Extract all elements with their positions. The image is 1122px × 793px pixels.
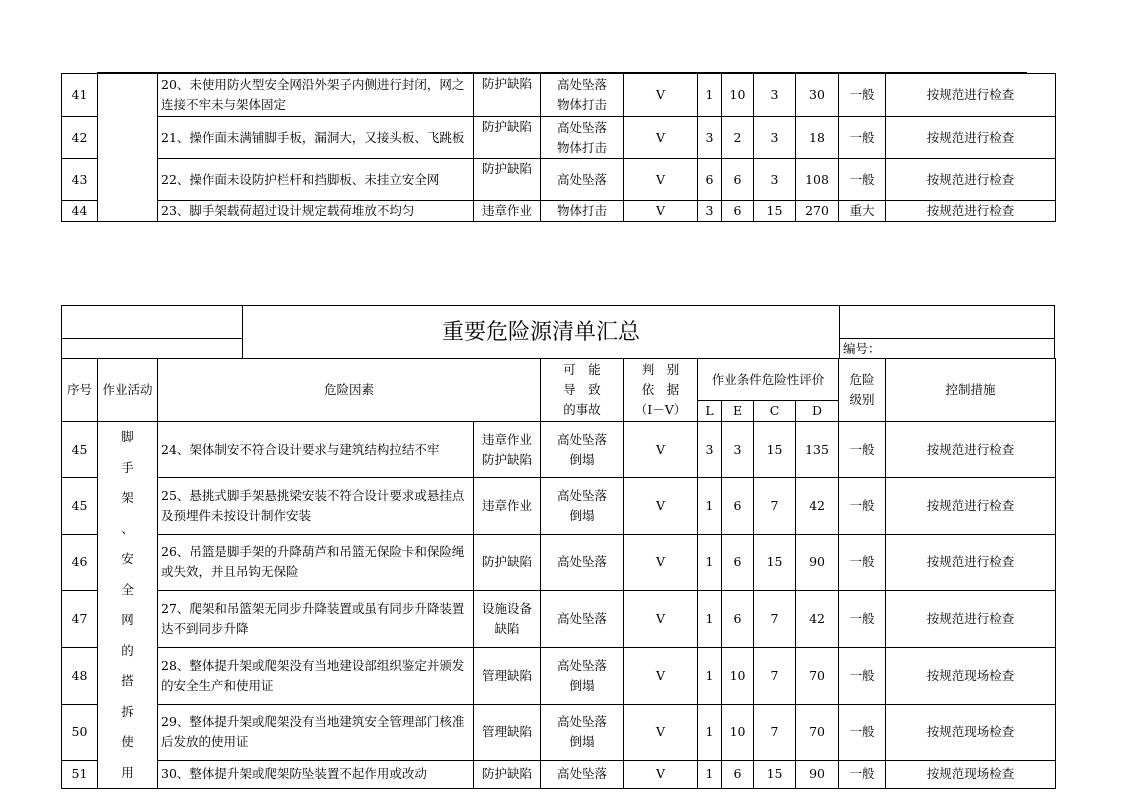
header-L: L	[698, 401, 722, 422]
basis: V	[624, 201, 698, 222]
value-C: 7	[754, 590, 796, 648]
header-basis: 判 别 依 据 （I－V）	[624, 359, 698, 422]
value-E: 6	[722, 159, 754, 201]
value-E: 6	[722, 590, 754, 648]
risk-level: 一般	[839, 74, 886, 117]
hazard-factor: 27、爬架和吊篮架无同步升降装置或虽有同步升降装置达不到同步升降	[158, 590, 474, 648]
possible-accident: 物体打击	[541, 201, 624, 222]
value-E: 10	[722, 648, 754, 704]
table-row	[62, 159, 1056, 201]
risk-level: 一般	[839, 534, 886, 590]
activity-cell	[98, 74, 158, 222]
header-blank-cell	[839, 306, 1055, 339]
table-row	[62, 534, 1056, 590]
value-D: 90	[796, 760, 839, 788]
row-number: 43	[62, 159, 98, 201]
value-L: 3	[698, 422, 722, 478]
value-C: 15	[754, 534, 796, 590]
value-C: 3	[754, 117, 796, 159]
value-D: 135	[796, 422, 839, 478]
table-row	[62, 422, 1056, 478]
possible-accident: 高处坠落 物体打击	[541, 74, 624, 117]
possible-accident: 高处坠落	[541, 534, 624, 590]
header-factor: 危险因素	[158, 359, 541, 422]
control-measure: 按规范进行检查	[886, 74, 1056, 117]
control-measure: 按规范现场检查	[886, 704, 1056, 760]
value-D: 70	[796, 704, 839, 760]
possible-accident: 高处坠落 倒塌	[541, 422, 624, 478]
table-row	[62, 590, 1056, 648]
hazard-factor: 26、吊篮是脚手架的升降葫芦和吊篮无保险卡和保险绳或失效，并且吊钩无保险	[158, 534, 474, 590]
value-L: 6	[698, 159, 722, 201]
table-row	[62, 478, 1056, 534]
row-number: 45	[62, 478, 98, 534]
control-measure: 按规范进行检查	[886, 590, 1056, 648]
value-E: 6	[722, 201, 754, 222]
hazard-cause: 防护缺陷	[474, 534, 541, 590]
basis: V	[624, 422, 698, 478]
row-number: 41	[62, 74, 98, 117]
value-L: 1	[698, 704, 722, 760]
basis: V	[624, 74, 698, 117]
value-L: 1	[698, 648, 722, 704]
possible-accident: 高处坠落	[541, 760, 624, 788]
header-D: D	[796, 401, 839, 422]
value-C: 7	[754, 704, 796, 760]
possible-accident: 高处坠落 倒塌	[541, 478, 624, 534]
hazard-factor: 23、脚手架载荷超过设计规定载荷堆放不均匀	[158, 201, 474, 222]
table-row	[62, 201, 1056, 222]
hazard-factor: 25、悬挑式脚手架悬挑梁安装不符合设计要求或悬挂点及预埋件未按设计制作安装	[158, 478, 474, 534]
possible-accident: 高处坠落 倒塌	[541, 648, 624, 704]
table-row	[62, 74, 1056, 117]
value-E: 6	[722, 534, 754, 590]
header-E: E	[722, 401, 754, 422]
header-no: 序号	[62, 359, 98, 422]
control-measure: 按规范现场检查	[886, 760, 1056, 788]
header-blank-cell	[62, 306, 243, 339]
value-C: 15	[754, 760, 796, 788]
hazard-factor: 28、整体提升架或爬架没有当地建设部组织鉴定并颁发的安全生产和使用证	[158, 648, 474, 704]
basis: V	[624, 648, 698, 704]
hazard-cause: 违章作业	[474, 478, 541, 534]
upper-hazard-table	[61, 73, 1056, 222]
header-C: C	[754, 401, 796, 422]
table-row	[62, 760, 1056, 788]
lower-hazard-table	[61, 358, 1056, 789]
value-D: 90	[796, 534, 839, 590]
header-blank-cell	[62, 338, 243, 359]
hazard-factor: 22、操作面未设防护栏杆和挡脚板、未挂立安全网	[158, 159, 474, 201]
summary-header	[61, 305, 1055, 358]
header-activity: 作业活动	[98, 359, 158, 422]
code-label: 编号：	[843, 341, 881, 356]
hazard-factor: 21、操作面未满铺脚手板，漏洞大，又接头板、飞跳板	[158, 117, 474, 159]
row-number: 48	[62, 648, 98, 704]
value-E: 3	[722, 422, 754, 478]
value-L: 3	[698, 201, 722, 222]
value-E: 2	[722, 117, 754, 159]
control-measure: 按规范进行检查	[886, 117, 1056, 159]
control-measure: 按规范进行检查	[886, 478, 1056, 534]
control-measure: 按规范进行检查	[886, 534, 1056, 590]
table-row	[62, 648, 1056, 704]
hazard-cause: 管理缺陷	[474, 648, 541, 704]
value-L: 1	[698, 478, 722, 534]
hazard-factor: 29、整体提升架或爬架没有当地建筑安全管理部门核准后发放的使用证	[158, 704, 474, 760]
row-number: 46	[62, 534, 98, 590]
activity-cell: 脚 手 架 、 安 全 网 的 搭 拆 使 用	[98, 422, 158, 789]
value-D: 108	[796, 159, 839, 201]
value-L: 1	[698, 590, 722, 648]
value-E: 10	[722, 74, 754, 117]
value-E: 6	[722, 478, 754, 534]
control-measure: 按规范进行检查	[886, 201, 1056, 222]
basis: V	[624, 760, 698, 788]
risk-level: 重大	[839, 201, 886, 222]
row-number: 51	[62, 760, 98, 788]
header-accident: 可 能 导 致 的事故	[541, 359, 624, 422]
header-eval: 作业条件危险性评价	[698, 359, 839, 401]
possible-accident: 高处坠落 物体打击	[541, 117, 624, 159]
hazard-cause: 防护缺陷	[474, 760, 541, 788]
possible-accident: 高处坠落 倒塌	[541, 704, 624, 760]
possible-accident: 高处坠落	[541, 159, 624, 201]
hazard-factor: 20、未使用防火型安全网沿外架子内侧进行封闭，网之连接不牢未与架体固定	[158, 74, 474, 117]
basis: V	[624, 534, 698, 590]
row-number: 44	[62, 201, 98, 222]
hazard-cause: 违章作业	[474, 201, 541, 222]
value-C: 15	[754, 422, 796, 478]
value-L: 1	[698, 534, 722, 590]
control-measure: 按规范现场检查	[886, 648, 1056, 704]
value-C: 3	[754, 74, 796, 117]
hazard-cause: 违章作业 防护缺陷	[474, 422, 541, 478]
possible-accident: 高处坠落	[541, 590, 624, 648]
control-measure: 按规范进行检查	[886, 422, 1056, 478]
value-D: 30	[796, 74, 839, 117]
hazard-factor: 24、架体制安不符合设计要求与建筑结构拉结不牢	[158, 422, 474, 478]
table-row	[62, 117, 1056, 159]
value-C: 15	[754, 201, 796, 222]
header-measure: 控制措施	[886, 359, 1056, 422]
hazard-cause: 管理缺陷	[474, 704, 541, 760]
hazard-cause: 设施设备 缺陷	[474, 590, 541, 648]
risk-level: 一般	[839, 159, 886, 201]
value-C: 7	[754, 648, 796, 704]
table-row	[62, 704, 1056, 760]
basis: V	[624, 590, 698, 648]
value-L: 3	[698, 117, 722, 159]
value-C: 3	[754, 159, 796, 201]
basis: V	[624, 159, 698, 201]
header-level: 危险 级别	[839, 359, 886, 422]
value-D: 270	[796, 201, 839, 222]
value-D: 42	[796, 478, 839, 534]
hazard-cause: 防护缺陷	[474, 159, 541, 201]
risk-level: 一般	[839, 648, 886, 704]
row-number: 42	[62, 117, 98, 159]
basis: V	[624, 478, 698, 534]
risk-level: 一般	[839, 478, 886, 534]
row-number: 47	[62, 590, 98, 648]
hazard-factor: 30、整体提升架或爬架防坠装置不起作用或改动	[158, 760, 474, 788]
risk-level: 一般	[839, 422, 886, 478]
row-number: 45	[62, 422, 98, 478]
risk-level: 一般	[839, 760, 886, 788]
value-D: 18	[796, 117, 839, 159]
risk-level: 一般	[839, 704, 886, 760]
hazard-cause: 防护缺陷	[474, 74, 541, 117]
value-L: 1	[698, 760, 722, 788]
value-D: 70	[796, 648, 839, 704]
basis: V	[624, 704, 698, 760]
value-E: 10	[722, 704, 754, 760]
row-number: 50	[62, 704, 98, 760]
value-L: 1	[698, 74, 722, 117]
value-D: 42	[796, 590, 839, 648]
page-title: 重要危险源清单汇总	[243, 306, 840, 359]
control-measure: 按规范进行检查	[886, 159, 1056, 201]
risk-level: 一般	[839, 590, 886, 648]
value-C: 7	[754, 478, 796, 534]
basis: V	[624, 117, 698, 159]
value-E: 6	[722, 760, 754, 788]
risk-level: 一般	[839, 117, 886, 159]
hazard-cause: 防护缺陷	[474, 117, 541, 159]
